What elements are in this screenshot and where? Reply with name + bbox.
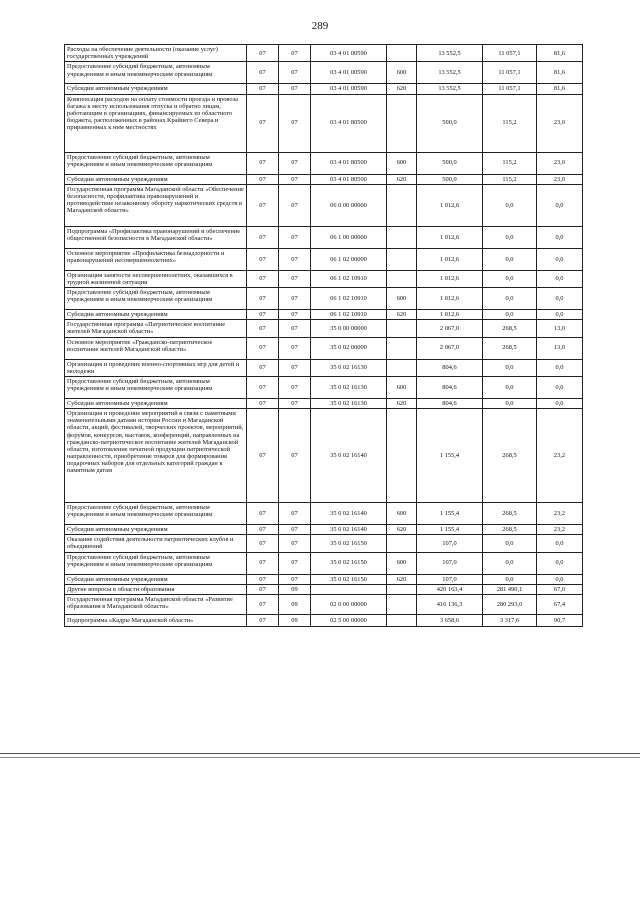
row-plan-amount: 804,6 [417,398,483,408]
row-section: 07 [247,45,279,62]
row-subsection: 09 [279,584,311,594]
row-name: Субсидии автономным учреждениям [65,398,247,408]
row-expense-type [387,320,417,337]
table-row [65,337,583,359]
row-name: Оказание содействия деятельности патриотических клубов и объединений [65,535,247,552]
row-expense-type: 620 [387,574,417,584]
row-section: 07 [247,270,279,287]
row-actual-amount: 0,0 [483,574,537,584]
row-subsection: 07 [279,310,311,320]
row-subsection: 07 [279,525,311,535]
table-row [65,614,583,626]
row-percent: 0,0 [537,310,583,320]
row-actual-amount: 0,0 [483,288,537,310]
row-expense-type: 620 [387,310,417,320]
table-row [65,376,583,398]
row-name: Субсидии автономным учреждениям [65,574,247,584]
row-expense-type: 620 [387,525,417,535]
row-subsection: 07 [279,226,311,248]
row-percent: 81,6 [537,84,583,94]
row-subsection: 09 [279,594,311,614]
table-row [65,288,583,310]
row-plan-amount: 107,0 [417,574,483,584]
row-section: 07 [247,359,279,376]
row-subsection: 07 [279,152,311,174]
row-section: 07 [247,503,279,525]
row-percent: 0,0 [537,226,583,248]
row-section: 07 [247,152,279,174]
row-percent: 81,6 [537,45,583,62]
row-actual-amount: 0,0 [483,359,537,376]
row-plan-amount: 1 155,4 [417,503,483,525]
row-percent: 13,0 [537,320,583,337]
row-percent: 67,0 [537,584,583,594]
row-expense-type [387,535,417,552]
row-expense-type [387,226,417,248]
row-name: Организация и проведение мероприятий в связи с памятными знаменательными датами истории России и Магаданской области, акций, фестивалей, творческих проектов, мероприятий, форумов, конкурсов, выставок, конференций, направленных на гражданско-патриотическое воспитание жителей Магаданской области, изготовление печатной продукции патриотической направленности, приобретение товаров для формирования подарочных наборов для отдельных категорий граждан к памятным датам [65,409,247,503]
row-section: 07 [247,574,279,584]
budget-table [64,44,583,627]
table-row [65,310,583,320]
row-name: Субсидии автономным учреждениям [65,174,247,184]
row-subsection: 07 [279,320,311,337]
row-subsection: 07 [279,62,311,84]
row-target-article: 35 0 02 16130 [311,359,387,376]
row-actual-amount: 268,5 [483,525,537,535]
row-expense-type: 600 [387,62,417,84]
row-target-article: 03 4 01 80500 [311,152,387,174]
row-name: Организация и проведение военно-спортивных игр для детей и молодежи [65,359,247,376]
table-row [65,226,583,248]
row-name: Основное мероприятие «Профилактика безнадзорности и правонарушений несовершеннолетних» [65,248,247,270]
row-plan-amount: 2 067,0 [417,337,483,359]
row-name: Расходы на обеспечение деятельности (оказание услуг) государственных учреждений [65,45,247,62]
row-expense-type: 600 [387,376,417,398]
row-actual-amount: 280 293,0 [483,594,537,614]
row-section: 07 [247,84,279,94]
row-target-article: 03 4 01 00590 [311,45,387,62]
table-row [65,503,583,525]
row-subsection: 07 [279,574,311,584]
row-target-article: 35 0 02 16150 [311,552,387,574]
row-subsection: 07 [279,84,311,94]
table-row [65,398,583,408]
row-percent: 67,4 [537,594,583,614]
row-plan-amount: 1 012,6 [417,310,483,320]
row-section: 07 [247,535,279,552]
row-expense-type [387,94,417,152]
row-section: 07 [247,310,279,320]
table-row [65,45,583,62]
table-body [65,45,583,627]
row-target-article: 06 0 00 00000 [311,184,387,226]
table-row [65,184,583,226]
row-percent: 0,0 [537,376,583,398]
row-target-article: 06 1 02 00000 [311,248,387,270]
row-plan-amount: 416 136,3 [417,594,483,614]
row-name: Компенсация расходов на оплату стоимости проезда и провоза багажа к месту использования отпуска и обратно лицам, работающим в организациях, финансируемых из областного бюджета, расположенных в районах Крайнего Севера и приравненных к ним местностях [65,94,247,152]
row-plan-amount: 500,0 [417,152,483,174]
row-actual-amount: 0,0 [483,270,537,287]
row-actual-amount: 0,0 [483,535,537,552]
row-section: 07 [247,288,279,310]
row-expense-type [387,248,417,270]
row-percent: 0,0 [537,248,583,270]
row-target-article [311,584,387,594]
row-expense-type [387,359,417,376]
row-name: Государственная программа Магаданской области «Обеспечение безопасности, профилактика правонарушений и противодействие незаконному обороту наркотических средств в Магаданской области» [65,184,247,226]
row-plan-amount: 500,0 [417,174,483,184]
row-name: Предоставление субсидий бюджетным, автономным учреждениям и иным некоммерческим организациям [65,62,247,84]
row-plan-amount: 13 552,5 [417,45,483,62]
row-name: Субсидии автономным учреждениям [65,525,247,535]
row-plan-amount: 804,6 [417,359,483,376]
row-plan-amount: 420 163,4 [417,584,483,594]
row-name: Предоставление субсидий бюджетным, автономным учреждениям и иным некоммерческим организациям [65,503,247,525]
row-percent: 23,2 [537,525,583,535]
footer-divider [0,753,640,754]
row-plan-amount: 1 012,6 [417,288,483,310]
row-target-article: 35 0 02 00000 [311,337,387,359]
row-name: Предоставление субсидий бюджетным, автономным учреждениям и иным некоммерческим организациям [65,152,247,174]
row-section: 07 [247,226,279,248]
row-expense-type [387,337,417,359]
row-name: Организация занятости несовершеннолетних, оказавшихся в трудной жизненной ситуации [65,270,247,287]
row-target-article: 03 4 01 80500 [311,94,387,152]
row-plan-amount: 13 552,5 [417,84,483,94]
row-name: Подпрограмма «Кадры Магаданской области» [65,614,247,626]
row-expense-type [387,584,417,594]
row-target-article: 06 1 00 00000 [311,226,387,248]
table-row [65,535,583,552]
row-actual-amount: 268,5 [483,337,537,359]
table-row [65,584,583,594]
row-actual-amount: 268,5 [483,320,537,337]
row-subsection: 07 [279,409,311,503]
table-row [65,270,583,287]
row-subsection: 07 [279,288,311,310]
row-target-article: 06 1 02 10910 [311,288,387,310]
row-name: Другие вопросы в области образования [65,584,247,594]
row-plan-amount: 1 012,6 [417,248,483,270]
row-target-article: 35 0 02 16150 [311,535,387,552]
row-expense-type [387,184,417,226]
table-row [65,84,583,94]
row-section: 07 [247,248,279,270]
row-percent: 23,2 [537,409,583,503]
row-subsection: 07 [279,94,311,152]
row-section: 07 [247,337,279,359]
row-percent: 0,0 [537,552,583,574]
table-row [65,320,583,337]
row-section: 07 [247,376,279,398]
row-plan-amount: 107,0 [417,535,483,552]
row-percent: 23,0 [537,174,583,184]
table-row [65,552,583,574]
row-expense-type [387,270,417,287]
table-row [65,409,583,503]
row-name: Предоставление субсидий бюджетным, автономным учреждениям и иным некоммерческим организациям [65,376,247,398]
row-plan-amount: 1 012,6 [417,226,483,248]
row-subsection: 07 [279,270,311,287]
row-name: Основное мероприятие «Гражданско-патриотическое воспитание жителей Магаданской области» [65,337,247,359]
row-subsection: 07 [279,174,311,184]
row-subsection: 07 [279,359,311,376]
row-actual-amount: 11 057,1 [483,45,537,62]
row-name: Предоставление субсидий бюджетным, автономным учреждениям и иным некоммерческим организациям [65,288,247,310]
footer-divider-secondary [0,757,640,758]
row-subsection: 07 [279,45,311,62]
row-section: 07 [247,62,279,84]
row-actual-amount: 0,0 [483,376,537,398]
row-actual-amount: 115,2 [483,174,537,184]
row-expense-type: 620 [387,398,417,408]
row-actual-amount: 0,0 [483,248,537,270]
row-target-article: 06 1 02 10910 [311,270,387,287]
row-section: 07 [247,94,279,152]
row-actual-amount: 0,0 [483,552,537,574]
row-name: Субсидии автономным учреждениям [65,84,247,94]
row-subsection: 07 [279,503,311,525]
row-plan-amount: 1 012,6 [417,270,483,287]
row-subsection: 07 [279,535,311,552]
row-percent: 23,2 [537,503,583,525]
row-actual-amount: 0,0 [483,398,537,408]
row-plan-amount: 804,6 [417,376,483,398]
row-expense-type: 600 [387,152,417,174]
row-plan-amount: 1 155,4 [417,525,483,535]
row-target-article: 02 5 00 00000 [311,614,387,626]
row-target-article: 35 0 02 16140 [311,409,387,503]
row-expense-type: 600 [387,552,417,574]
row-name: Государственная программа Магаданской области «Развитие образования в Магаданской области» [65,594,247,614]
row-plan-amount: 1 012,6 [417,184,483,226]
row-plan-amount: 500,0 [417,94,483,152]
row-section: 07 [247,174,279,184]
row-actual-amount: 0,0 [483,184,537,226]
table-row [65,359,583,376]
row-name: Подпрограмма «Профилактика правонарушений и обеспечение общественной безопасности в Магаданской области» [65,226,247,248]
row-percent: 0,0 [537,574,583,584]
row-section: 07 [247,184,279,226]
row-actual-amount: 0,0 [483,310,537,320]
row-actual-amount: 11 057,1 [483,84,537,94]
row-section: 07 [247,398,279,408]
row-target-article: 03 4 01 00590 [311,84,387,94]
row-percent: 0,0 [537,398,583,408]
row-subsection: 09 [279,614,311,626]
row-percent: 0,0 [537,270,583,287]
row-actual-amount: 11 057,1 [483,62,537,84]
table-row [65,152,583,174]
row-expense-type: 620 [387,84,417,94]
table-row [65,94,583,152]
row-expense-type: 620 [387,174,417,184]
row-actual-amount: 115,2 [483,152,537,174]
row-section: 07 [247,594,279,614]
row-target-article: 35 0 02 16150 [311,574,387,584]
row-subsection: 07 [279,376,311,398]
table-row [65,248,583,270]
row-name: Государственная программа «Патриотическое воспитание жителей Магаданской области» [65,320,247,337]
row-subsection: 07 [279,398,311,408]
row-section: 07 [247,409,279,503]
row-percent: 81,6 [537,62,583,84]
row-actual-amount: 3 317,6 [483,614,537,626]
row-section: 07 [247,584,279,594]
row-section: 07 [247,525,279,535]
row-percent: 0,0 [537,535,583,552]
row-target-article: 06 1 02 10910 [311,310,387,320]
row-plan-amount: 3 658,6 [417,614,483,626]
row-expense-type: 600 [387,503,417,525]
row-percent: 90,7 [537,614,583,626]
row-percent: 13,0 [537,337,583,359]
row-percent: 23,0 [537,94,583,152]
row-target-article: 35 0 02 16140 [311,525,387,535]
row-plan-amount: 1 155,4 [417,409,483,503]
row-expense-type [387,614,417,626]
row-plan-amount: 13 552,5 [417,62,483,84]
table-row [65,62,583,84]
row-expense-type: 600 [387,288,417,310]
row-percent: 23,0 [537,152,583,174]
page-number: 289 [311,20,329,32]
row-target-article: 35 0 02 16140 [311,503,387,525]
row-expense-type [387,45,417,62]
row-target-article: 35 0 02 16130 [311,398,387,408]
row-plan-amount: 107,0 [417,552,483,574]
row-actual-amount: 115,2 [483,94,537,152]
row-section: 07 [247,552,279,574]
row-subsection: 07 [279,337,311,359]
row-target-article: 35 0 00 00000 [311,320,387,337]
row-actual-amount: 268,5 [483,409,537,503]
table-row [65,525,583,535]
row-actual-amount: 281 490,1 [483,584,537,594]
row-actual-amount: 268,5 [483,503,537,525]
row-subsection: 07 [279,248,311,270]
row-expense-type [387,594,417,614]
row-target-article: 35 0 02 16130 [311,376,387,398]
row-name: Предоставление субсидий бюджетным, автономным учреждениям и иным некоммерческим организациям [65,552,247,574]
row-percent: 0,0 [537,184,583,226]
row-section: 07 [247,320,279,337]
row-subsection: 07 [279,552,311,574]
row-percent: 0,0 [537,359,583,376]
row-actual-amount: 0,0 [483,226,537,248]
row-percent: 0,0 [537,288,583,310]
row-name: Субсидии автономным учреждениям [65,310,247,320]
table-row [65,174,583,184]
row-expense-type [387,409,417,503]
row-target-article: 03 4 01 80500 [311,174,387,184]
table-row [65,574,583,584]
row-section: 07 [247,614,279,626]
row-target-article: 03 4 01 00590 [311,62,387,84]
row-plan-amount: 2 067,0 [417,320,483,337]
table-row [65,594,583,614]
row-subsection: 07 [279,184,311,226]
row-target-article: 02 0 00 00000 [311,594,387,614]
